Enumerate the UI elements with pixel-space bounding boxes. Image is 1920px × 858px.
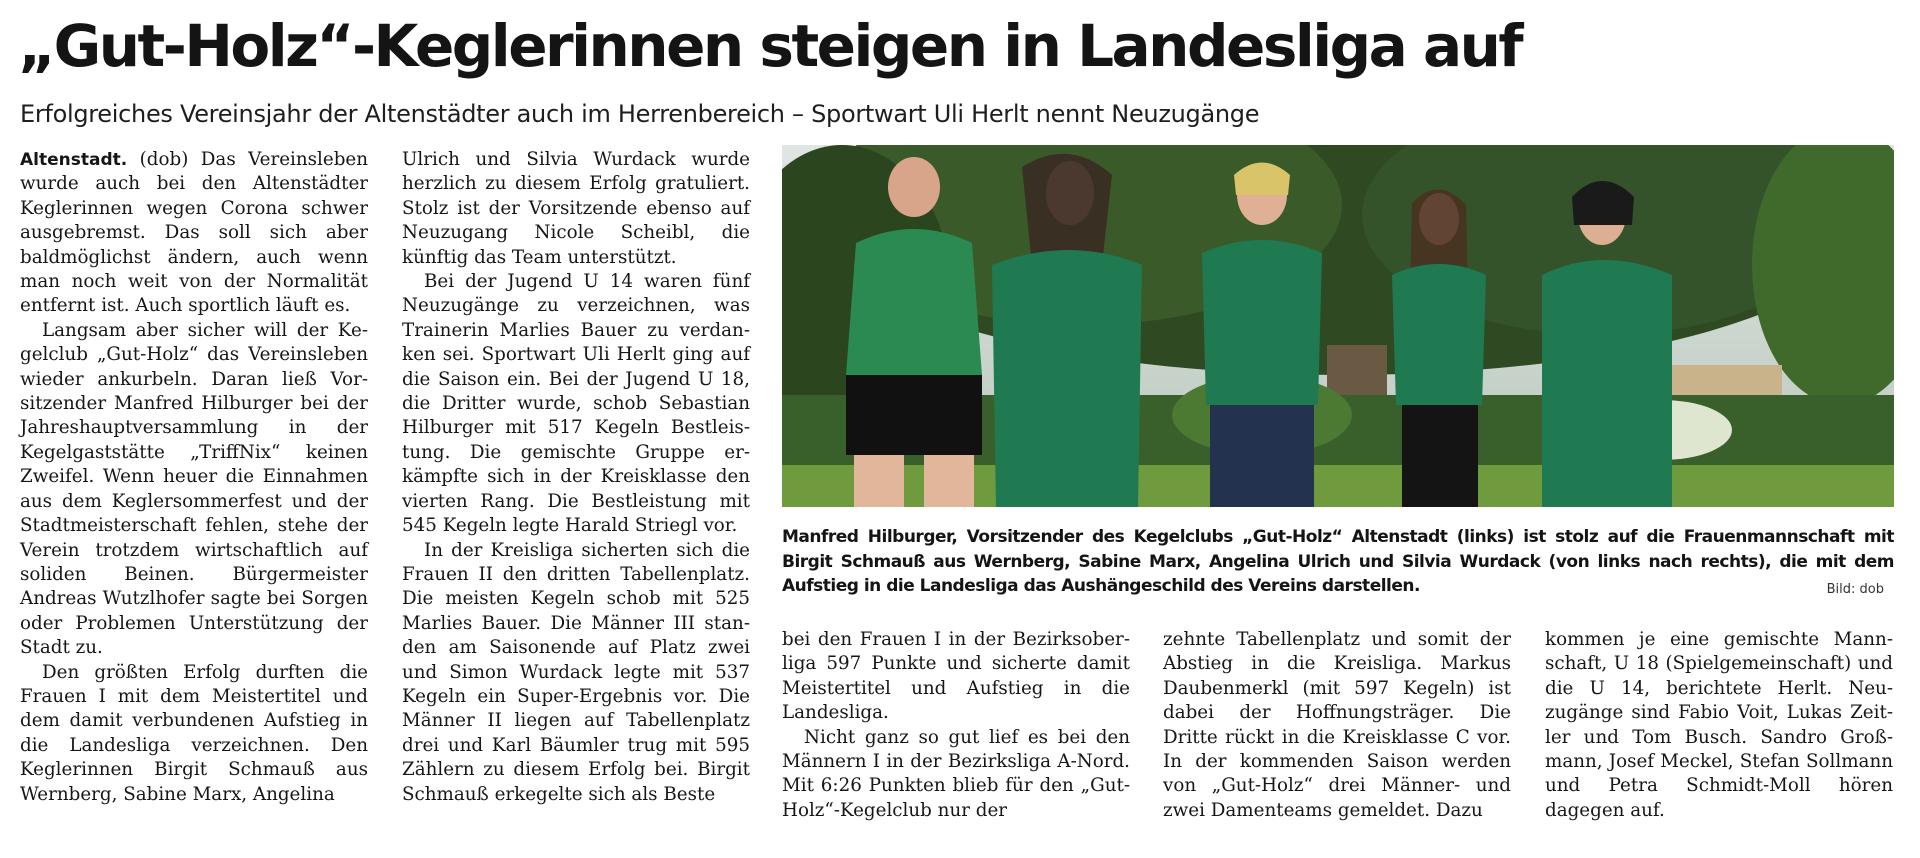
photo-caption: Manfred Hilburger, Vorsitzender des Kegelclubs „Gut-Holz“ Altenstadt (links) ist stolz auf die Frauenmannschaft mit Birgit Schmauß aus Wernberg, Sabine Marx, Angelina Ulrich und Silvia Wurdack (von links nach rechts), die mit dem Aufstieg in die Landesliga das Aushängeschild des Vereins darstellen.: [782, 527, 1894, 596]
article-column-2: [402, 148, 750, 807]
article-paragraph: Ulrich und Silvia Wurdack wurde herzlich zu diesem Erfolg gratuliert. Stolz ist der Vorsitzende ebenso auf Neuzugang Nicole Scheibl, die künftig das Team unterstützt.: [402, 149, 750, 268]
photo-credit: Bild: dob: [1826, 582, 1884, 597]
article-paragraph: bei den Frauen I in der Bezirksoberliga 597 Punkte und sicherte damit Meistertitel und Aufstieg in die Landesliga.: [782, 629, 1130, 724]
article-paragraph: kommen je eine gemischte Mannschaft, U 18 (Spielgemeinschaft) und die U 14, berichtete Herlt. Neuzugänge sind Fabio Voit, Lukas Zeitler und Tom Busch. Sandro Großmann, Josef Meckel, Stefan Sollmann und Petra Schmidt-Moll hören dagegen auf.: [1545, 629, 1893, 821]
subheadline: Erfolgreiches Vereinsjahr der Altenstädter auch im Herrenbereich – Sportwart Uli Herlt nennt Neuzugänge: [20, 100, 1260, 128]
article-column-4: [1163, 628, 1511, 823]
article-column-1: [20, 148, 368, 807]
article-paragraph: Altenstadt. (dob) Das Vereinsleben wurde auch bei den Altenstädter Keglerinnen wegen Corona schwer ausgebremst. Das soll sich aber baldmöglichst ändern, auch wenn man noch weit von der Normalität entfernt ist. Auch sportlich läuft es.: [20, 149, 368, 317]
headline: „Gut-Holz“-Keglerinnen steigen in Landesliga auf: [18, 12, 1522, 80]
article-paragraph: Den größten Erfolg durften die Frauen I mit dem Meistertitel und dem damit verbundenen Aufstieg in die Landesliga verzeichnen. Den Keglerinnen Birgit Schmauß aus Wernberg, Sabine Marx, Angelina: [20, 661, 368, 805]
dateline: Altenstadt.: [20, 150, 128, 170]
article-paragraph: In der Kreisliga sicherten sich die Frauen II den dritten Tabellenplatz. Die meisten Kegeln schob mit 525 Marlies Bauer. Die Männer III standen am Saisonende auf Platz zwei und Simon Wurdack legte mit 537 Kegeln ein Super-Ergebnis vor. Die Männer II liegen auf Tabellenplatz drei und Karl Bäumler trug mit 595 Zählern zu diesem Erfolg bei. Birgit Schmauß erkegelte sich als Beste: [402, 539, 750, 805]
article-paragraph: Langsam aber sicher will der Kegelclub „Gut-Holz“ das Vereinsleben wieder ankurbeln. Daran ließ Vorsitzender Manfred Hilburger bei der Jahreshauptversammlung in der Kegelgaststätte „TriffNix“ keinen Zweifel. Wenn heuer die Einnahmen aus dem Keglersommerfest und der Stadtmeisterschaft fehlen, stehe der Verein trotzdem wirtschaftlich auf soliden Beinen. Bürgermeister Andreas Wutzlhofer sagte bei Sorgen oder Problemen Unterstützung der Stadt zu.: [20, 319, 368, 659]
team-photo: [782, 145, 1894, 507]
article-column-5: [1545, 628, 1893, 823]
article-paragraph: Nicht ganz so gut lief es bei den Männern I in der Bezirksliga A-Nord. Mit 6:26 Punkten blieb für den „Gut-Holz“-Kegelclub nur der: [782, 726, 1130, 821]
article-column-3: [782, 628, 1130, 823]
article-paragraph: zehnte Tabellenplatz und somit der Abstieg in die Kreisliga. Markus Daubenmerkl (mit 597 Kegeln) ist dabei der Hoffnungsträger. Die Dritte rückt in die Kreisklasse C vor. In der kommenden Saison werden von „Gut-Holz“ drei Männer- und zwei Damenteams gemeldet. Dazu: [1163, 629, 1511, 821]
article-paragraph: Bei der Jugend U 14 waren fünf Neuzugänge zu verzeichnen, was Trainerin Marlies Bauer zu verdanken sei. Sportwart Uli Herlt ging auf die Saison ein. Bei der Jugend U 18, die Dritter wurde, schob Sebastian Hilburger mit 517 Kegeln Bestleistung. Die gemischte Gruppe erkämpfte sich in der Kreisklasse den vierten Rang. Die Bestleistung mit 545 Kegeln legte Harald Striegl vor.: [402, 271, 750, 537]
